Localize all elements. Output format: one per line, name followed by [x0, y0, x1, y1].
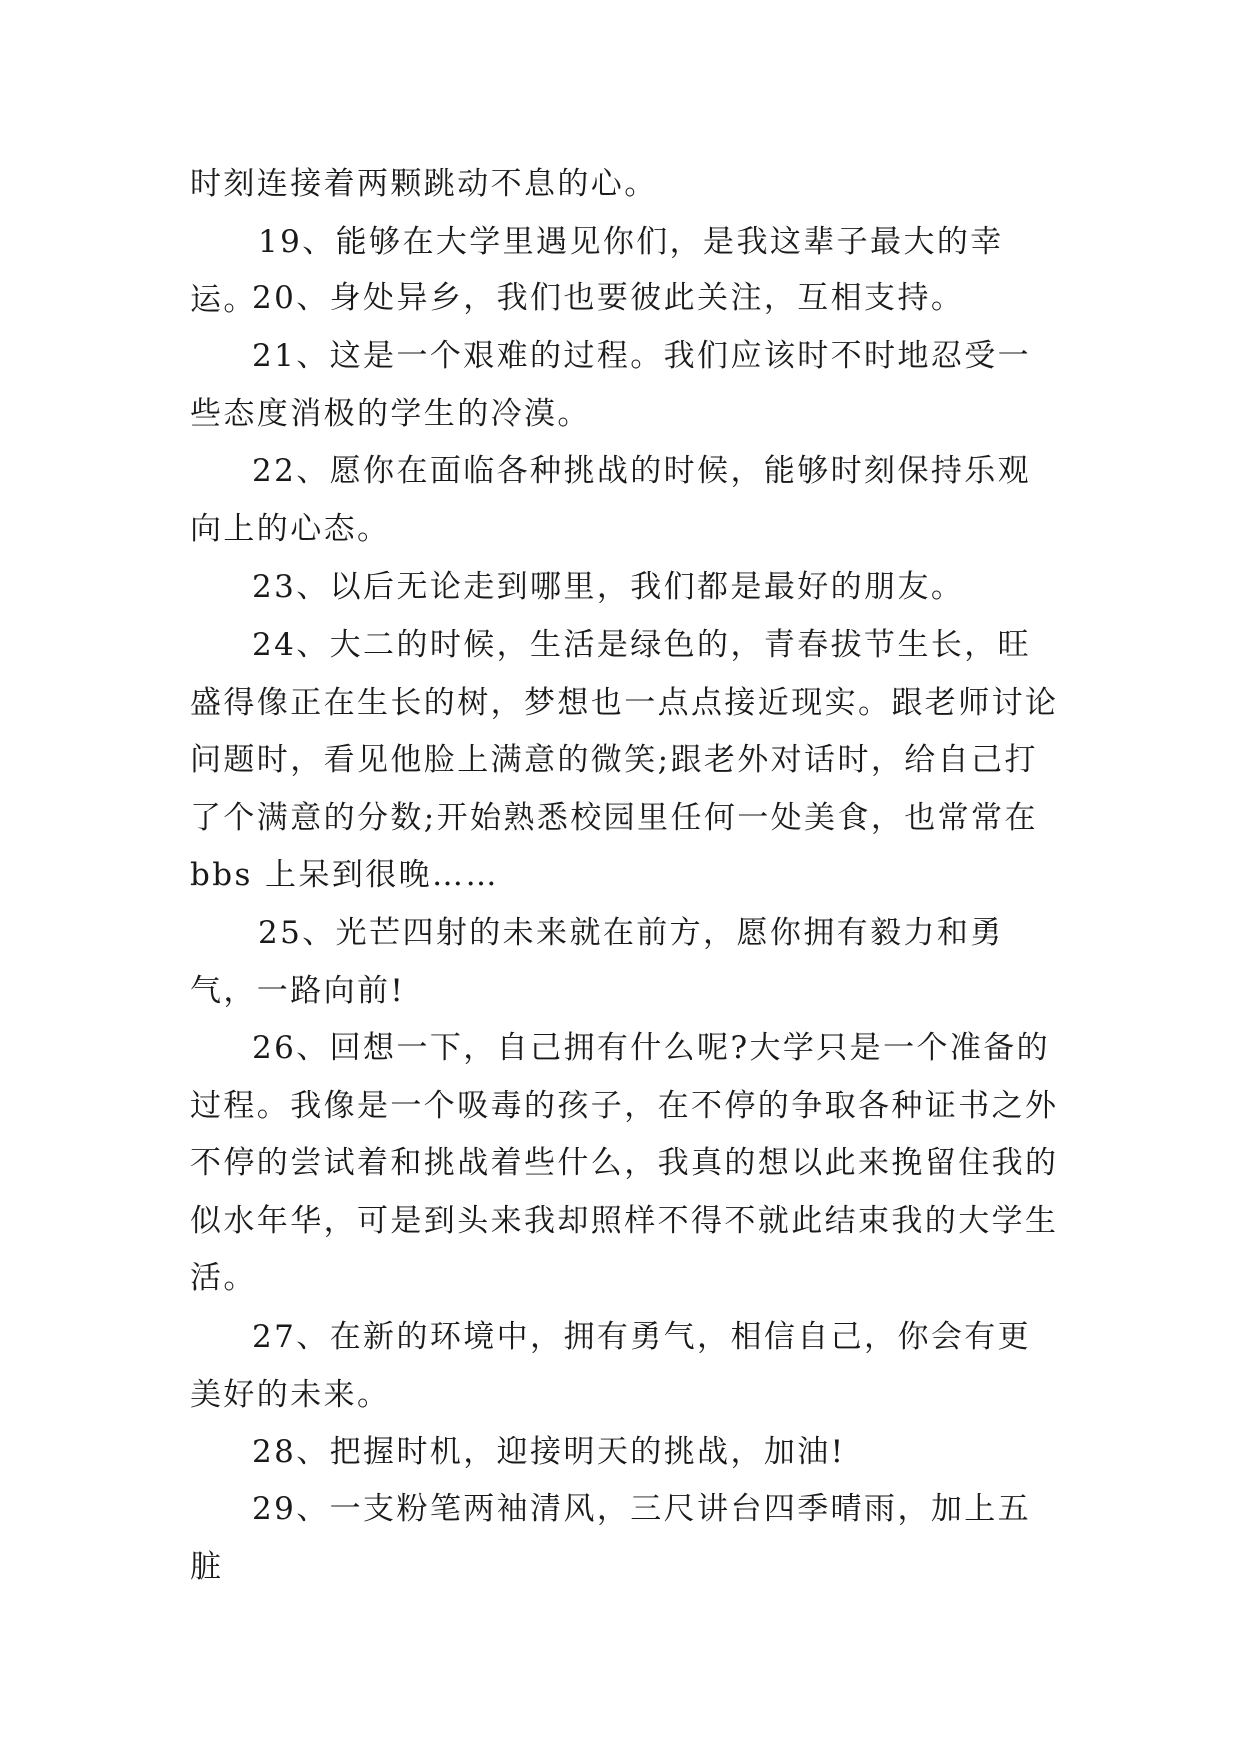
paragraph-27: 27、在新的环境中，拥有勇气，相信自己，你会有更美好的未来。	[190, 1319, 1032, 1413]
paragraph-continuation: 时刻连接着两颗跳动不息的心。	[190, 166, 658, 202]
paragraph-19: 19、能够在大学里遇见你们，是我这辈子最大的幸运。	[190, 224, 1004, 318]
paragraph-20: 20、身处异乡，我们也要彼此关注，互相支持。	[252, 280, 965, 316]
paragraph-29: 29、一支粉笔两袖清风，三尺讲台四季晴雨，加上五脏	[190, 1491, 1032, 1585]
paragraph-21: 21、这是一个艰难的过程。我们应该时不时地忍受一些态度消极的学生的冷漠。	[190, 338, 1032, 432]
paragraph-28: 28、把握时机，迎接明天的挑战，加油!	[252, 1434, 846, 1470]
paragraph-26: 26、回想一下，自己拥有什么呢?大学只是一个准备的过程。我像是一个吸毒的孩子，在不停的争取各种证书之外不停的尝试着和挑战着些什么，我真的想以此来挽留住我的似水年华，可是到头来我却照样不得不就此结束我的大学生活。	[190, 1030, 1059, 1296]
paragraph-25: 25、光芒四射的未来就在前方，愿你拥有毅力和勇气，一路向前!	[190, 915, 1004, 1009]
paragraph-24: 24、大二的时候，生活是绿色的，青春拔节生长，旺盛得像正在生长的树，梦想也一点点接近现实。跟老师讨论问题时，看见他脸上满意的微笑;跟老外对话时，给自己打了个满意的分数;开始熟悉校园里任何一处美食，也常常在 bbs 上呆到很晚……	[190, 627, 1059, 893]
paragraph-23: 23、以后无论走到哪里，我们都是最好的朋友。	[252, 569, 965, 605]
paragraph-22: 22、愿你在面临各种挑战的时候，能够时刻保持乐观向上的心态。	[190, 453, 1032, 547]
